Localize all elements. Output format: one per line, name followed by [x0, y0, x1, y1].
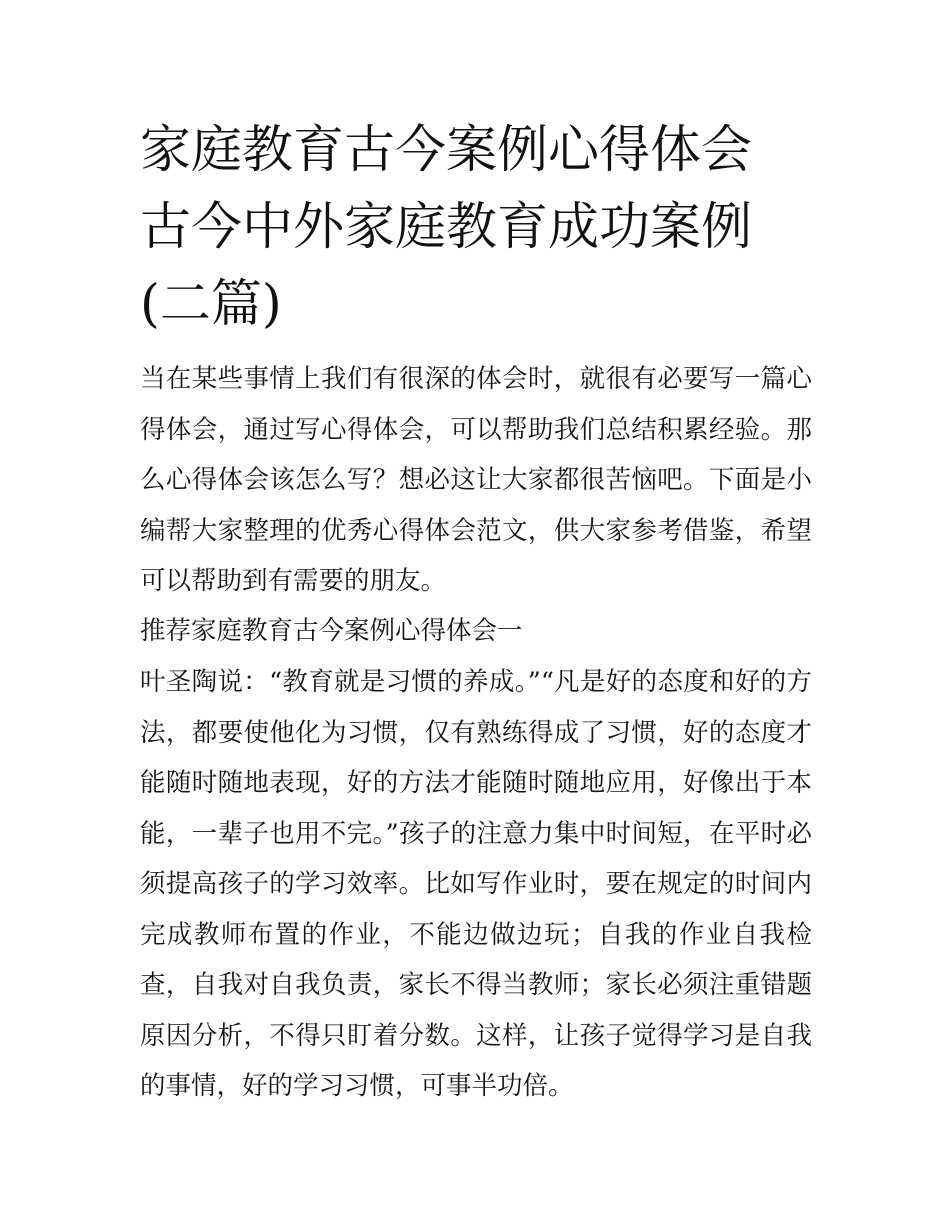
intro-paragraph: 当在某些事情上我们有很深的体会时，就很有必要写一篇心得体会，通过写心得体会，可以帮助我们总结积累经验。那么心得体会该怎么写？想必这让大家都很苦恼吧。下面是小编帮大家整理的优秀心得体会范文，供大家参考借鉴，希望可以帮助到有需要的朋友。: [140, 364, 812, 596]
section-body-paragraph: 叶圣陶说：“教育就是习惯的养成。”“凡是好的态度和好的方法，都要使他化为习惯，仅有熟练得成了习惯，好的态度才能随时随地表现，好的方法才能随时随地应用，好像出于本能，一辈子也用不完。”孩子的注意力集中时间短，在平时必须提高孩子的学习效率。比如写作业时，要在规定的时间内完成教师布置的作业，不能边做边玩；自我的作业自我检查，自我对自我负责，家长不得当教师；家长必须注重错题原因分析，不得只盯着分数。这样，让孩子觉得学习是自我的事情，好的学习习惯，可事半功倍。: [140, 667, 812, 1101]
section-heading: 推荐家庭教育古今案例心得体会一: [140, 616, 523, 646]
document-title: 家庭教育古今案例心得体会 古今中外家庭教育成功案例(二篇): [140, 121, 753, 334]
